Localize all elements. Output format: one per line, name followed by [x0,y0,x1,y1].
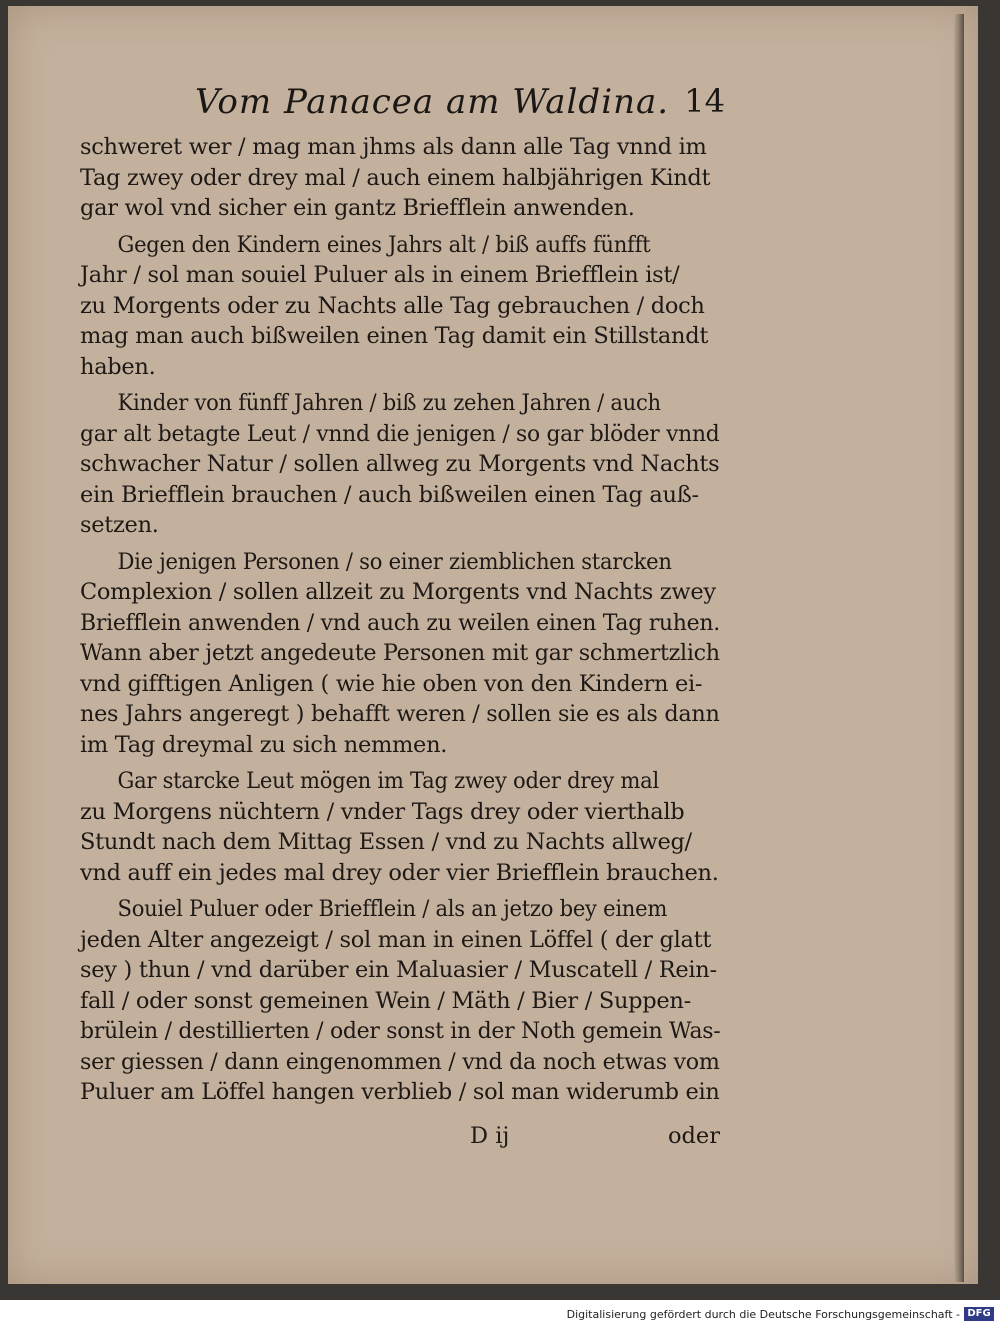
running-head: Vom Panacea am Waldina. [195,82,670,122]
text-line: vnd auff ein jedes mal drey oder vier Briefflein brauchen. [80,859,719,886]
text-line: Die jenigen Personen / so einer ziemblichen starcken [117,548,672,575]
text-line: ein Briefflein brauchen / auch bißweilen einen Tag auß- [80,481,699,508]
text-line: sey ) thun / vnd darüber ein Maluasier / Muscatell / Rein- [80,957,717,983]
text-line: Gar starcke Leut mögen im Tag zwey oder drey mal [117,768,659,794]
text-line: Puluer am Löffel hangen verblieb / sol man widerumb ein [80,1079,720,1105]
text-line: schweret wer / mag man jhms als dann alle Tag vnnd im [80,134,707,160]
text-line: Souiel Puluer oder Briefflein / als an jetzo bey einem [117,896,668,922]
signature-mark: D ij [470,1123,510,1149]
text-line: mag man auch bißweilen einen Tag damit ein Stillstandt [80,323,709,349]
text-line: Briefflein anwenden / vnd auch zu weilen einen Tag ruhen. [80,609,720,636]
catchword: oder [667,1123,720,1149]
paragraph [80,547,720,761]
text-line: Kinder von fünff Jahren / biß zu zehen Jahren / auch [117,390,661,416]
paragraph [80,388,720,541]
page-edge [954,14,964,1282]
text-line: Wann aber jetzt angedeute Personen mit gar schmertzlich [80,640,720,666]
paragraph [80,894,720,1108]
text-line: jeden Alter angezeigt / sol man in einen Löffel ( der glatt [80,926,712,953]
page-number: 14 [684,82,725,120]
text-line: im Tag dreymal zu sich nemmen. [80,731,448,758]
text-line: gar wol vnd sicher ein gantz Briefflein anwenden. [80,195,635,221]
text-line: fall / oder sonst gemeinen Wein / Mäth / Bier / Suppen- [80,987,691,1014]
footer-credit: Digitalisierung gefördert durch die Deutsche Forschungsgemeinschaft - [566,1308,960,1321]
page-header [195,82,725,122]
text-line: ser giessen / dann eingenommen / vnd da noch etwas vom [80,1048,720,1075]
text-line: nes Jahrs angeregt ) behafft weren / sollen sie es als dann [80,701,720,727]
text-line: Gegen den Kindern eines Jahrs alt / biß auffs fünfft [117,231,651,258]
paragraph [80,766,720,888]
body-text [80,132,720,1108]
text-line: Complexion / sollen allzeit zu Morgents vnd Nachts zwey [80,579,716,605]
footer-bar [0,1300,1000,1326]
catch-line [80,1123,720,1155]
text-line: schwacher Natur / sollen allweg zu Morgents vnd Nachts [80,451,720,477]
text-line: zu Morgens nüchtern / vnder Tags drey oder vierthalb [80,798,685,825]
text-line: setzen. [80,512,159,538]
dfg-logo: DFG [964,1307,994,1321]
paragraph [80,132,720,224]
text-line: gar alt betagte Leut / vnnd die jenigen / so gar blöder vnnd [80,420,720,447]
paragraph [80,230,720,383]
text-line: zu Morgents oder zu Nachts alle Tag gebrauchen / doch [80,292,705,319]
text-line: Tag zwey oder drey mal / auch einem halbjährigen Kindt [80,164,711,191]
text-line: vnd gifftigen Anligen ( wie hie oben von den Kindern ei- [80,670,703,697]
text-line: Jahr / sol man souiel Puluer als in einem Briefflein ist/ [80,262,680,288]
text-line: haben. [80,353,156,380]
text-line: Stundt nach dem Mittag Essen / vnd zu Nachts allweg/ [80,829,692,855]
text-line: brülein / destillierten / oder sonst in der Noth gemein Was- [80,1018,721,1044]
